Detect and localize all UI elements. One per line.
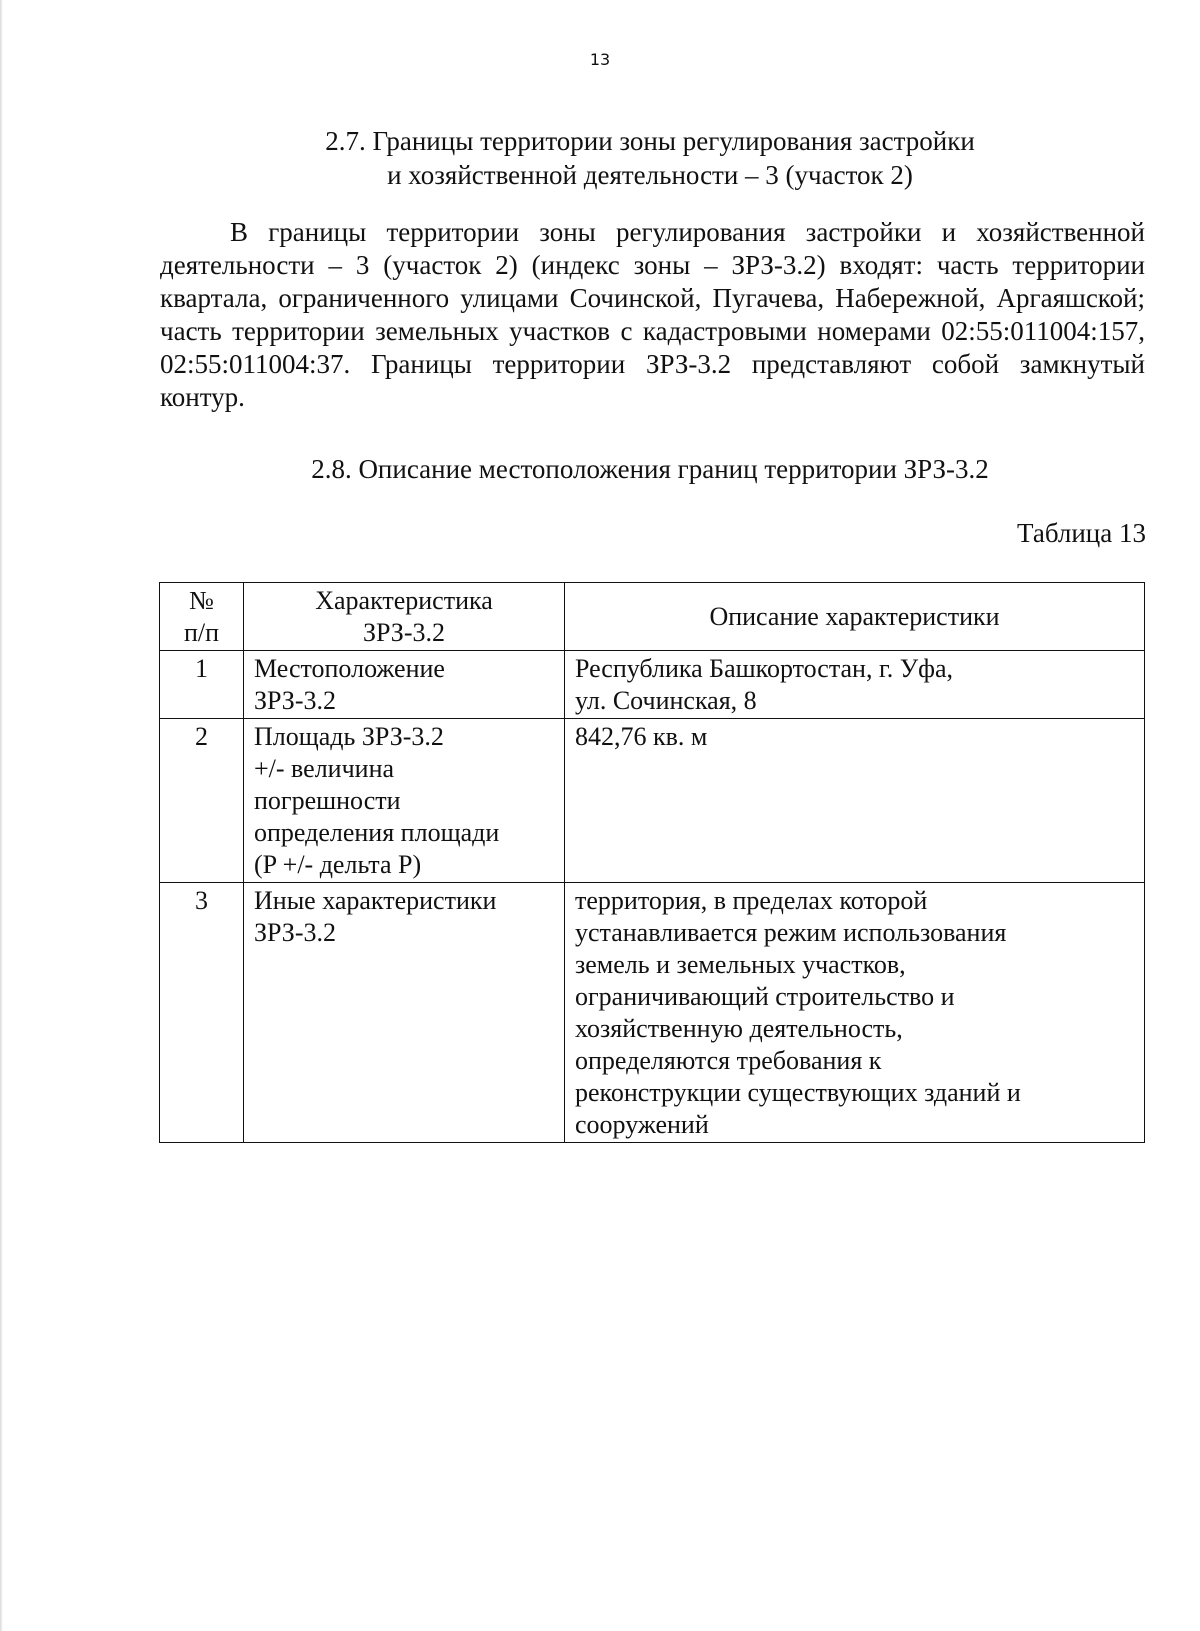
row-characteristic-line: ЗРЗ-3.2 <box>254 686 336 715</box>
characteristics-table <box>159 582 1145 1143</box>
row-characteristic <box>244 719 565 883</box>
row-characteristic <box>244 651 565 719</box>
row-characteristic-line: Местоположение <box>254 654 445 683</box>
header-characteristic <box>244 583 565 651</box>
row-description <box>565 719 1145 883</box>
header-number <box>160 583 244 651</box>
page-number: 13 <box>589 50 611 69</box>
header-number-line2: п/п <box>183 618 220 647</box>
section-2-7-title-line1: 2.7. Границы территории зоны регулирования застройки <box>325 126 975 156</box>
section-2-7-title <box>160 124 1140 192</box>
row-description-line: ограничивающий строительство и <box>575 982 955 1011</box>
row-description-line: земель и земельных участков, <box>575 950 906 979</box>
row-description <box>565 883 1145 1143</box>
row-number: 2 <box>160 719 244 883</box>
section-2-7-paragraph: В границы территории зоны регулирования застройки и хозяйственной деятельности – 3 (участок 2) (индекс зоны – ЗРЗ-3.2) входят: часть территории квартала, ограниченного улицами Сочинской, Пугачева, Набережной, Аргаяшской; часть территории земельных участков с кадастровыми номерами 02:55:011004:157, 02:55:011004:37. Границы территории ЗРЗ-3.2 представляют собой замкнутый контур. <box>160 217 1145 412</box>
row-characteristic-line: ЗРЗ-3.2 <box>254 918 336 947</box>
header-characteristic-line2: ЗРЗ-3.2 <box>363 618 445 647</box>
row-characteristic-line: Площадь ЗРЗ-3.2 <box>254 722 444 751</box>
table-body <box>160 651 1145 1143</box>
table-row <box>160 719 1145 883</box>
section-2-7-title-line2: и хозяйственной деятельности – 3 (участок 2) <box>387 160 913 190</box>
table-caption: Таблица 13 <box>1017 518 1146 548</box>
row-description <box>565 651 1145 719</box>
row-characteristic-line: погрешности <box>254 786 401 815</box>
row-number: 1 <box>160 651 244 719</box>
row-description-line: определяются требования к <box>575 1046 882 1075</box>
header-description: Описание характеристики <box>565 583 1145 651</box>
row-characteristic-line: определения площади <box>254 818 500 847</box>
row-characteristic-line: Иные характеристики <box>254 886 497 915</box>
row-description-line: территория, в пределах которой <box>575 886 928 915</box>
row-characteristic <box>244 883 565 1143</box>
row-characteristic-line: +/- величина <box>254 754 395 783</box>
header-characteristic-line1: Характеристика <box>315 586 493 615</box>
row-description-line: ул. Сочинская, 8 <box>575 686 757 715</box>
section-2-8-title: 2.8. Описание местоположения границ территории ЗРЗ-3.2 <box>311 454 989 484</box>
table-row <box>160 651 1145 719</box>
row-description-line: устанавливается режим использования <box>575 918 1007 947</box>
row-description-line: Республика Башкортостан, г. Уфа, <box>575 654 953 683</box>
scan-edge <box>0 0 3 1631</box>
row-number: 3 <box>160 883 244 1143</box>
row-characteristic-line: (P +/- дельта P) <box>254 850 422 879</box>
row-description-line: хозяйственную деятельность, <box>575 1014 903 1043</box>
header-number-line1: № <box>189 586 214 615</box>
table-header-row <box>160 583 1145 651</box>
table-row <box>160 883 1145 1143</box>
row-description-line: реконструкции существующих зданий и <box>575 1078 1021 1107</box>
row-description-line: сооружений <box>575 1110 709 1139</box>
row-description-line: 842,76 кв. м <box>575 722 708 751</box>
